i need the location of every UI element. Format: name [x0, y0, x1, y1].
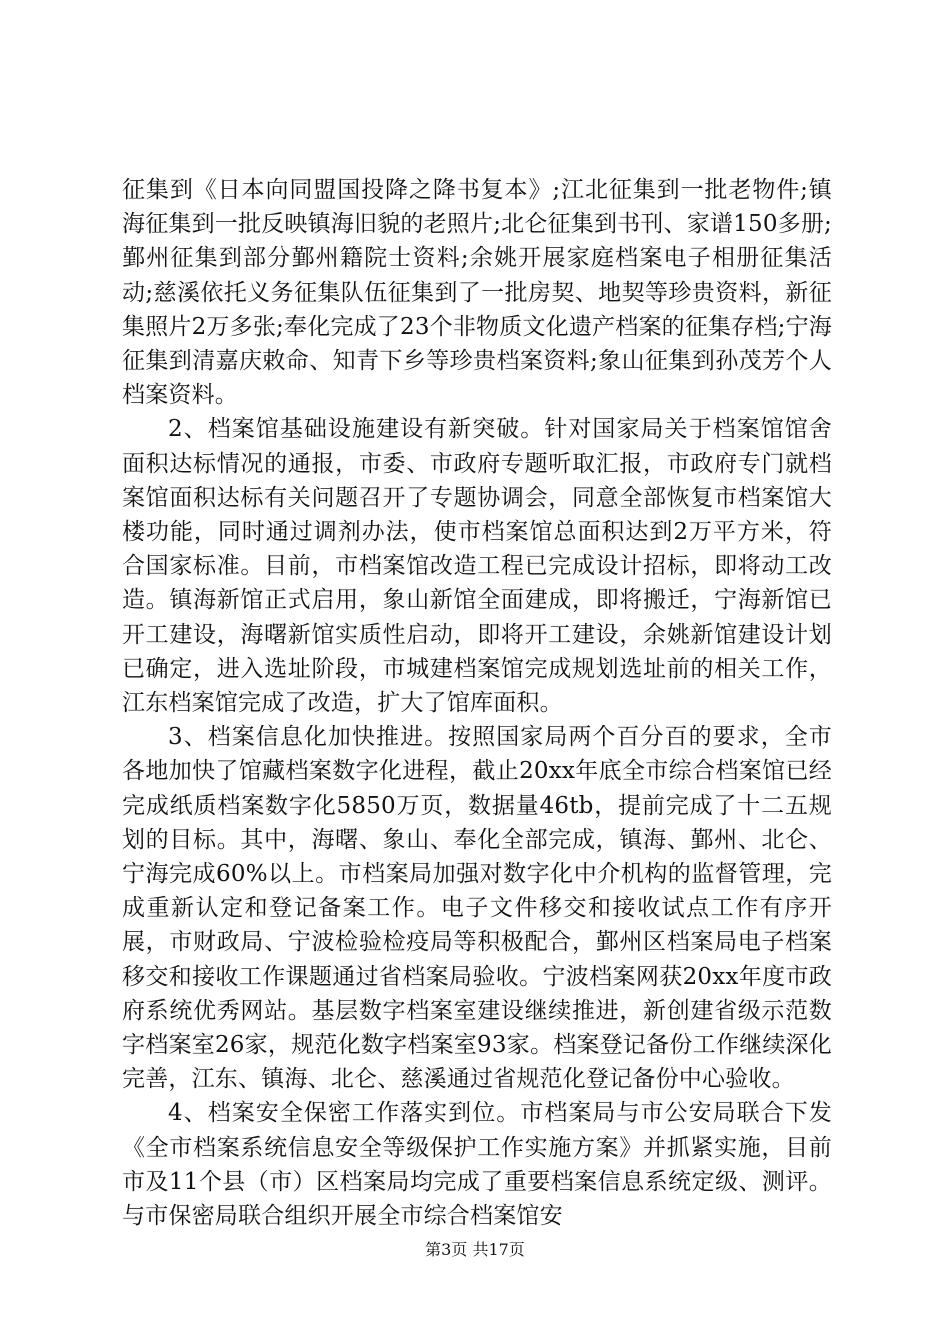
paragraph-collection-summary: 征集到《日本向同盟国投降之降书复本》;江北征集到一批老物件;镇海征集到一批反映镇海旧貌的老照片;北仑征集到书刊、家谱150多册;鄞州征集到部分鄞州籍院士资料;余姚开展家庭档案电子相册征集活动;慈溪依托义务征集队伍征集到了一批房契、地契等珍贵资料，新征集照片2万多张;奉化完成了23个非物质文化遗产档案的征集存档;宁海征集到清嘉庆敕命、知青下乡等珍贵档案资料;象山征集到孙茂芳个人档案资料。 [122, 177, 832, 409]
paragraph-informatization: 3、档案信息化加快推进。按照国家局两个百分百的要求，全市各地加快了馆藏档案数字化进程，截止20xx年底全市综合档案馆已经完成纸质档案数字化5850万页，数据量46tb，提前完成了十二五规划的目标。其中，海曙、象山、奉化全部完成，镇海、鄞州、北仑、宁海完成60%以上。市档案局加强对数字化中介机构的监督管理，完成重新认定和登记备案工作。电子文件移交和接收试点工作有序开展，市财政局、宁波检验检疫局等积极配合，鄞州区档案局电子档案移交和接收工作课题通过省档案局验收。宁波档案网获20xx年度市政府系统优秀网站。基层数字档案室建设继续推进，新创建省级示范数字档案室26家，规范化数字档案室93家。档案登记备份工作继续深化完善，江东、镇海、北仑、慈溪通过省规范化登记备份中心验收。 [122, 724, 832, 1093]
paragraph-security: 4、档案安全保密工作落实到位。市档案局与市公安局联合下发《全市档案系统信息安全等级保护工作实施方案》并抓紧实施，目前市及11个县（市）区档案局均完成了重要档案信息系统定级、测评。与市保密局联合组织开展全市综合档案馆安 [122, 1100, 832, 1230]
page-number-footer: 第3页 共17页 [425, 1240, 525, 1259]
paragraph-infrastructure: 2、档案馆基础设施建设有新突破。针对国家局关于档案馆馆舍面积达标情况的通报，市委、市政府专题听取汇报，市政府专门就档案馆面积达标有关问题召开了专题协调会，同意全部恢复市档案馆大楼功能，同时通过调剂办法，使市档案馆总面积达到2万平方米，符合国家标准。目前，市档案馆改造工程已完成设计招标，即将动工改造。镇海新馆正式启用，象山新馆全面建成，即将搬迁，宁海新馆已开工建设，海曙新馆实质性启动，即将开工建设，余姚新馆建设计划已确定，进入选址阶段，市城建档案馆完成规划选址前的相关工作，江东档案馆完成了改造，扩大了馆库面积。 [122, 416, 832, 717]
document-body [122, 173, 832, 1233]
